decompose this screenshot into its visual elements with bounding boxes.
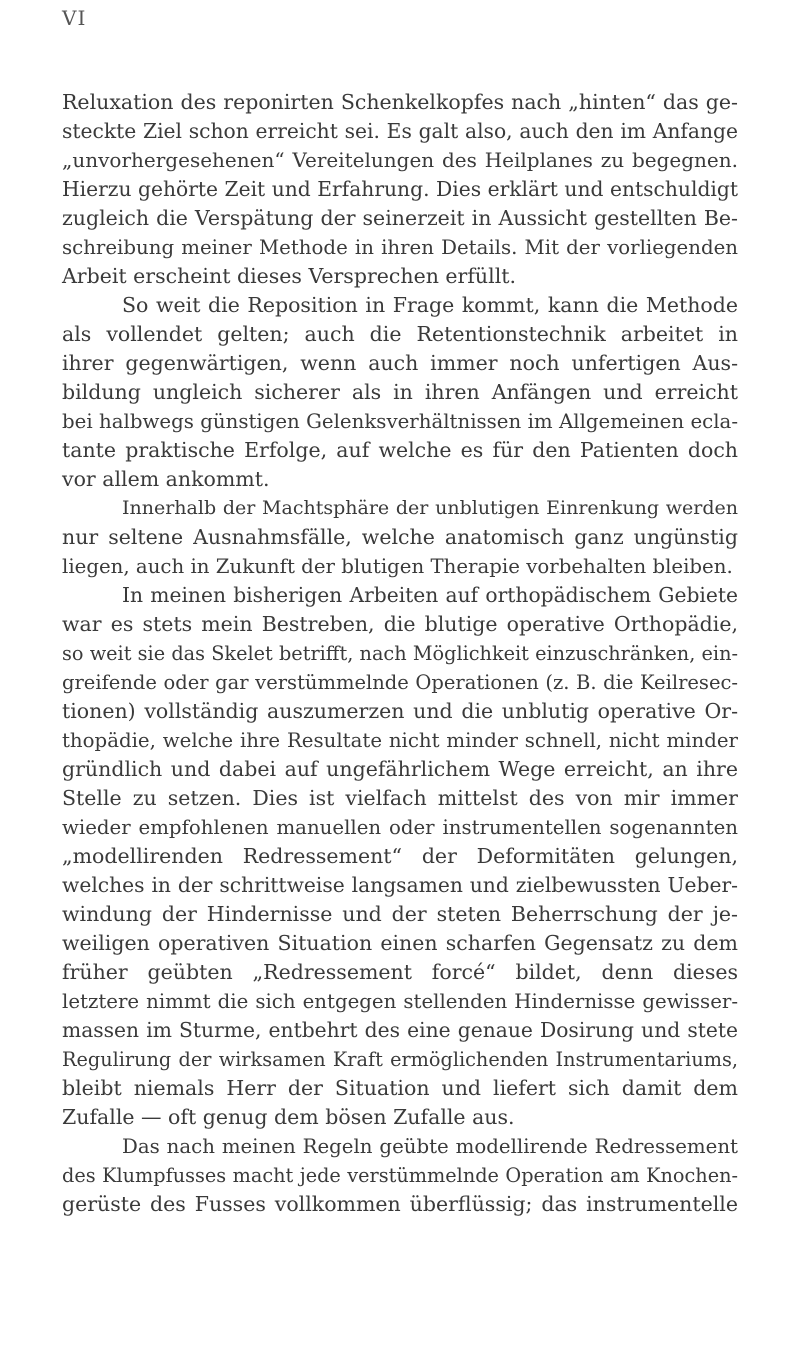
- text-line: Reluxation des reponirten Schenkelkopfes nach „hinten“ das ge-: [62, 90, 738, 114]
- text-line: steckte Ziel schon erreicht sei. Es galt also, auch den im Anfange: [62, 119, 738, 143]
- text-line: massen im Sturme, entbehrt des eine genaue Dosirung und stete: [62, 1018, 738, 1042]
- text-line: des Klumpfusses macht jede verstümmelnde Operation am Knochen-: [62, 1164, 738, 1187]
- text-line: Stelle zu setzen. Dies ist vielfach mittelst des von mir immer: [62, 786, 738, 810]
- text-line: Hierzu gehörte Zeit und Erfahrung. Dies erklärt und entschuldigt: [62, 177, 738, 201]
- text-line: gründlich und dabei auf ungefährlichem Wege erreicht, an ihre: [62, 757, 738, 781]
- text-line: bei halbwegs günstigen Gelenksverhältnissen im Allgemeinen ecla-: [62, 410, 738, 433]
- text-line: Regulirung der wirksamen Kraft ermöglichenden Instrumentariums,: [62, 1048, 738, 1071]
- page-number: VI: [62, 6, 87, 30]
- text-line: als vollendet gelten; auch die Retentionstechnik arbeitet in: [62, 322, 738, 346]
- text-line: nur seltene Ausnahmsfälle, welche anatomisch ganz ungünstig: [62, 525, 738, 549]
- text-line: greifende oder gar verstümmelnde Operationen (z. B. die Keilresec-: [62, 671, 738, 694]
- text-line: In meinen bisherigen Arbeiten auf orthopädischem Gebiete: [122, 583, 738, 607]
- text-line: letztere nimmt die sich entgegen stellenden Hindernisse gewisser-: [62, 990, 738, 1013]
- text-line: Das nach meinen Regeln geübte modellirende Redressement: [122, 1135, 738, 1158]
- text-line: tante praktische Erfolge, auf welche es für den Patienten doch: [62, 438, 738, 462]
- text-line: Innerhalb der Machtsphäre der unblutigen Einrenkung werden: [122, 497, 738, 519]
- text-line: so weit sie das Skelet betrifft, nach Möglichkeit einzuschränken, ein-: [62, 642, 738, 665]
- text-line: „modellirenden Redressement“ der Deformitäten gelungen,: [62, 844, 738, 868]
- text-line: So weit die Reposition in Frage kommt, kann die Methode: [122, 293, 738, 317]
- text-line: bleibt niemals Herr der Situation und liefert sich damit dem: [62, 1076, 738, 1100]
- text-line: thopädie, welche ihre Resultate nicht minder schnell, nicht minder: [62, 729, 738, 752]
- text-line: welches in der schrittweise langsamen und zielbewussten Ueber-: [62, 873, 738, 897]
- text-line: Zufalle — oft genug dem bösen Zufalle aus.: [62, 1105, 515, 1129]
- body-text: [62, 88, 738, 1219]
- text-line: schreibung meiner Methode in ihren Details. Mit der vorliegenden: [62, 236, 738, 259]
- text-line: windung der Hindernisse und der steten Beherrschung der je-: [62, 902, 738, 926]
- text-line: gerüste des Fusses vollkommen überflüssig; das instrumentelle: [62, 1192, 738, 1216]
- text-line: wieder empfohlenen manuellen oder instrumentellen sogenannten: [62, 816, 738, 839]
- text-line: zugleich die Verspätung der seinerzeit in Aussicht gestellten Be-: [62, 206, 738, 230]
- text-line: tionen) vollständig auszumerzen und die unblutig operative Or-: [62, 699, 738, 723]
- text-line: Arbeit erscheint dieses Versprechen erfüllt.: [62, 264, 517, 288]
- text-line: bildung ungleich sicherer als in ihren Anfängen und erreicht: [62, 380, 738, 404]
- text-line: war es stets mein Bestreben, die blutige operative Orthopädie,: [62, 612, 738, 636]
- text-line: liegen, auch in Zukunft der blutigen Therapie vorbehalten bleiben.: [62, 555, 733, 578]
- text-line: früher geübten „Redressement forcé“ bildet, denn dieses: [62, 960, 738, 984]
- text-line: „unvorhergesehenen“ Vereitelungen des Heilplanes zu begegnen.: [62, 148, 738, 172]
- text-line: ihrer gegenwärtigen, wenn auch immer noch unfertigen Aus-: [62, 351, 738, 375]
- text-line: weiligen operativen Situation einen scharfen Gegensatz zu dem: [62, 931, 738, 955]
- text-line: vor allem ankommt.: [62, 467, 270, 491]
